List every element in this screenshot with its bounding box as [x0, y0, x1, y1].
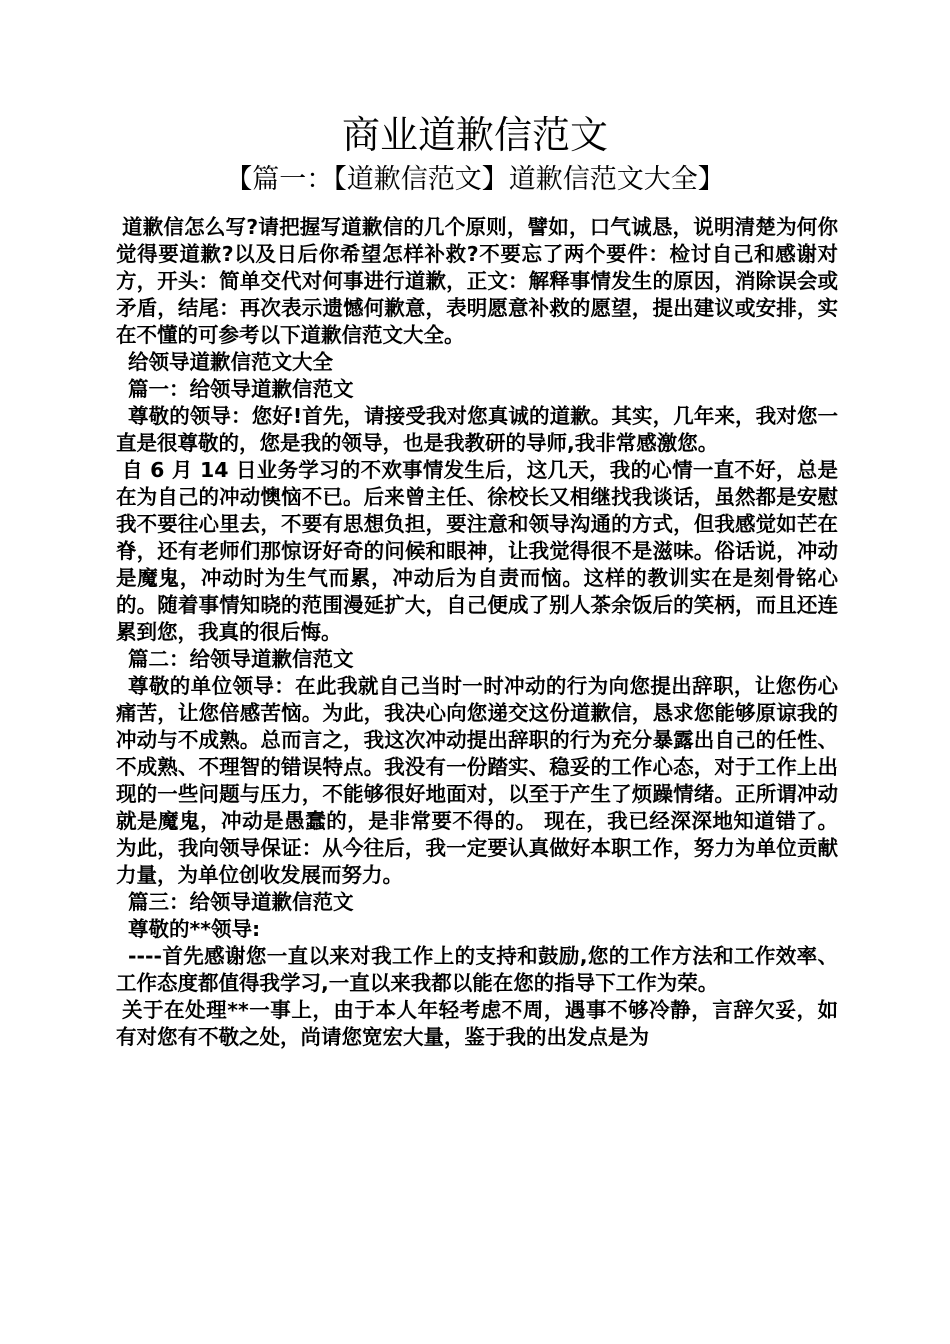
section-heading: 篇三：给领导道歉信范文 — [128, 890, 354, 914]
section-heading: 篇二：给领导道歉信范文 — [128, 647, 354, 671]
paragraph: 自 6 月 14 日业务学习的不欢事情发生后，这几天，我的心情一直不好，总是在为自己的冲动懊恼不已。后来曾主任、徐校长又相继找我谈话，虽然都是安慰我不要往心里去，不要有思想负担，要注意和领导沟通的方式，但我感觉如芒在脊，还有老师们那惊讶好奇的问候和眼神，让我觉得很不是滋味。俗话说，冲动是魔鬼，冲动时为生气而累，冲动后为自责而恼。这样的教训实在是刻骨铭心的。随着事情知晓的范围漫延扩大，自己便成了别人茶余饭后的笑柄，而且还连累到您，我真的很后悔。 — [116, 458, 838, 644]
paragraph: 道歉信怎么写?请把握写道歉信的几个原则，譬如，口气诚恳，说明清楚为何你觉得要道歉?以及日后你希望怎样补救?不要忘了两个要件：检讨自己和感谢对方，开头：简单交代对何事进行道歉，正文：解释事情发生的原因，消除误会或矛盾，结尾：再次表示遗憾何歉意，表明愿意补救的愿望，提出建议或安排，实在不懂的可参考以下道歉信范文大全。 — [116, 215, 838, 347]
paragraph: 尊敬的单位领导：在此我就自己当时一时冲动的行为向您提出辞职，让您伤心痛苦，让您倍感苦恼。为此，我决心向您递交这份道歉信，恳求您能够原谅我的冲动与不成熟。总而言之，我这次冲动提出辞职的行为充分暴露出自己的任性、不成熟、不理智的错误特点。我没有一份踏实、稳妥的工作心态，对于工作上出现的一些问题与压力，不能够很好地面对，以至于产生了烦躁情绪。正所谓冲动就是魔鬼，冲动是愚蠢的，是非常要不得的。 现在，我已经深深地知道错了。为此，我向领导保证：从今往后，我一定要认真做好本职工作，努力为单位贡献力量，为单位创收发展而努力。 — [116, 674, 838, 887]
section-heading: 篇一：给领导道歉信范文 — [128, 377, 354, 401]
section-heading: 给领导道歉信范文大全 — [128, 350, 333, 374]
document-body — [116, 214, 838, 1051]
document-subtitle: 【篇一：【道歉信范文】道歉信范文大全】 — [225, 164, 725, 195]
paragraph: 关于在处理**一事上，由于本人年轻考虑不周，遇事不够冷静，言辞欠妥，如有对您有不敬之处，尚请您宽宏大量，鉴于我的出发点是为 — [116, 998, 838, 1049]
salutation: 尊敬的**领导: — [128, 917, 261, 941]
paragraph: 尊敬的领导：您好!首先，请接受我对您真诚的道歉。其实，几年来，我对您一直是很尊敬的，您是我的领导，也是我教研的导师,我非常感激您。 — [116, 404, 838, 455]
paragraph: ----首先感谢您一直以来对我工作上的支持和鼓励,您的工作方法和工作效率、工作态度都值得我学习,一直以来我都以能在您的指导下工作为荣。 — [116, 944, 838, 995]
document-title: 商业道歉信范文 — [341, 113, 608, 157]
